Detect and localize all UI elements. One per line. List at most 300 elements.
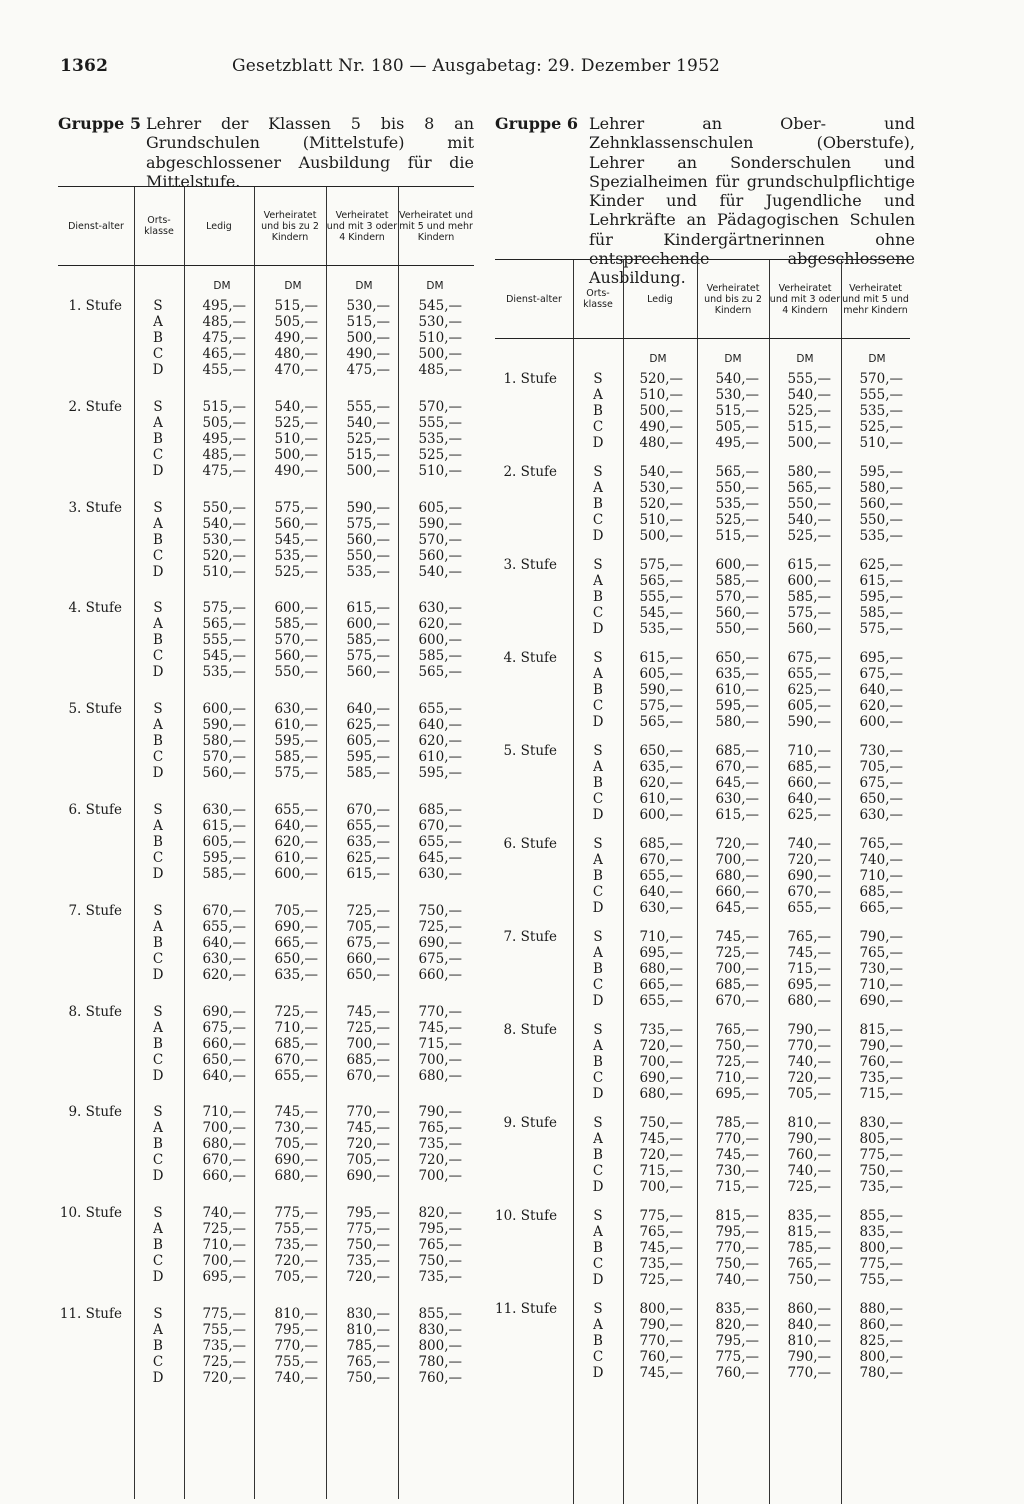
salary-cell: 670,— (202, 1152, 246, 1169)
salary-cell: 800,— (418, 1337, 462, 1354)
salary-cells (338, 701, 390, 781)
salary-cells (198, 1104, 246, 1184)
currency-row (58, 266, 474, 298)
ortsklasse-cells (575, 836, 621, 916)
salary-cells (338, 298, 390, 378)
salary-cell: 755,— (202, 1321, 246, 1338)
ortsklasse-cell: S (153, 1104, 163, 1121)
ortsklasse-cell: C (592, 419, 604, 435)
salary-cell: 680,— (715, 868, 759, 884)
group-label: Gruppe 6 (495, 114, 578, 133)
salary-cell: 630,— (639, 900, 683, 916)
salary-cell: 730,— (859, 743, 903, 759)
salary-cell: 530,— (202, 531, 246, 548)
ortsklasse-cell: C (592, 1349, 604, 1365)
salary-cell: 780,— (859, 1365, 903, 1381)
salary-cell: 625,— (346, 849, 390, 866)
ortsklasse-cell: A (153, 515, 163, 532)
salary-cell: 510,— (639, 387, 683, 403)
ortsklasse-cell: A (153, 717, 163, 734)
salary-cell: 820,— (418, 1205, 462, 1222)
salary-cell: 635,— (274, 966, 318, 983)
salary-cell: 575,— (859, 621, 903, 637)
salary-cell: 730,— (859, 961, 903, 977)
salary-cell: 660,— (418, 966, 462, 983)
salary-cell: 735,— (202, 1337, 246, 1354)
salary-cell: 680,— (274, 1168, 318, 1185)
salary-cell: 570,— (418, 398, 462, 415)
salary-cell: 880,— (859, 1301, 903, 1317)
salary-cell: 690,— (418, 934, 462, 951)
salary-cell: 545,— (202, 648, 246, 665)
salary-cells (338, 1205, 390, 1285)
salary-cell: 695,— (787, 977, 831, 993)
salary-cells (198, 903, 246, 983)
ortsklasse-cells (136, 1205, 180, 1285)
salary-cell: 590,— (787, 714, 831, 730)
salary-cell: 690,— (274, 918, 318, 935)
ortsklasse-cell: D (152, 1269, 164, 1286)
salary-cell: 560,— (787, 621, 831, 637)
stufe-block (58, 399, 474, 500)
ortsklasse-cell: D (592, 435, 604, 451)
salary-cell: 720,— (274, 1253, 318, 1270)
ortsklasse-cell: S (153, 1003, 163, 1020)
salary-cell: 695,— (639, 945, 683, 961)
salary-cell: 640,— (202, 934, 246, 951)
salary-cell: 745,— (787, 945, 831, 961)
col-header-ledig: Ledig (647, 293, 673, 305)
salary-cell: 560,— (274, 648, 318, 665)
salary-cells (851, 371, 903, 451)
ortsklasse-cell: B (153, 1337, 163, 1354)
salary-cell: 550,— (715, 480, 759, 496)
salary-cell: 585,— (859, 605, 903, 621)
salary-cell: 700,— (715, 852, 759, 868)
ortsklasse-cell: C (152, 648, 164, 665)
salary-cell: 675,— (346, 934, 390, 951)
salary-cell: 725,— (639, 1272, 683, 1288)
ortsklasse-cell: S (153, 1305, 163, 1322)
salary-cell: 505,— (715, 419, 759, 435)
salary-cell: 485,— (202, 446, 246, 463)
salary-cell: 510,— (202, 563, 246, 580)
salary-cell: 685,— (274, 1035, 318, 1052)
ortsklasse-cell: C (592, 605, 604, 621)
salary-cell: 630,— (202, 801, 246, 818)
salary-cell: 695,— (715, 1086, 759, 1102)
salary-cell: 790,— (787, 1022, 831, 1038)
salary-cell: 680,— (202, 1136, 246, 1153)
salary-cell: 705,— (274, 902, 318, 919)
stufe-label: 3. Stufe (68, 499, 122, 516)
salary-cell: 750,— (418, 1253, 462, 1270)
salary-cell: 680,— (639, 1086, 683, 1102)
salary-cell: 755,— (274, 1353, 318, 1370)
salary-cell: 750,— (418, 902, 462, 919)
salary-cell: 575,— (639, 698, 683, 714)
salary-cells (633, 371, 683, 451)
salary-cells (707, 1022, 759, 1102)
salary-cell: 720,— (787, 1070, 831, 1086)
stufe-label: 9. Stufe (503, 1115, 557, 1131)
col-header-ortsklasse: Orts-klasse (144, 215, 174, 237)
salary-cell: 495,— (202, 430, 246, 447)
ortsklasse-cell: C (152, 849, 164, 866)
salary-cells (779, 836, 831, 916)
salary-cell: 770,— (346, 1104, 390, 1121)
salary-cell: 565,— (418, 664, 462, 681)
salary-cells (408, 701, 462, 781)
salary-cells (851, 464, 903, 544)
salary-cell: 565,— (202, 616, 246, 633)
salary-cell: 795,— (715, 1333, 759, 1349)
salary-cell: 675,— (202, 1019, 246, 1036)
ortsklasse-cell: C (152, 749, 164, 766)
salary-cell: 625,— (346, 717, 390, 734)
salary-cell: 840,— (787, 1317, 831, 1333)
salary-cell: 750,— (639, 1115, 683, 1131)
salary-cell: 660,— (202, 1035, 246, 1052)
gazette-title: Gesetzblatt Nr. 180 — Ausgabetag: 29. Dezember 1952 (232, 56, 721, 76)
salary-cell: 550,— (859, 512, 903, 528)
salary-cell: 755,— (859, 1272, 903, 1288)
salary-cell: 595,— (859, 464, 903, 480)
col-header-ortsklasse: Orts-klasse (583, 288, 613, 310)
stufe-block (58, 802, 474, 903)
salary-cells (633, 650, 683, 730)
stufe-label: 6. Stufe (68, 801, 122, 818)
salary-cell: 510,— (639, 512, 683, 528)
ortsklasse-cell: B (153, 934, 163, 951)
salary-cell: 860,— (787, 1301, 831, 1317)
ortsklasse-cell: D (152, 1369, 164, 1386)
salary-cell: 730,— (715, 1163, 759, 1179)
salary-cell: 570,— (274, 632, 318, 649)
salary-cell: 585,— (787, 589, 831, 605)
salary-cell: 625,— (787, 807, 831, 823)
salary-cell: 665,— (274, 934, 318, 951)
stufe-block (58, 298, 474, 399)
salary-cell: 630,— (274, 701, 318, 718)
salary-cell: 815,— (859, 1022, 903, 1038)
salary-cells (779, 1301, 831, 1381)
table-header (58, 187, 474, 266)
salary-cells (633, 1022, 683, 1102)
salary-cell: 765,— (418, 1237, 462, 1254)
ortsklasse-cell: D (592, 1365, 604, 1381)
ortsklasse-cell: S (153, 298, 163, 314)
salary-cell: 785,— (715, 1115, 759, 1131)
stufe-label: 2. Stufe (503, 464, 557, 480)
salary-cell: 700,— (639, 1054, 683, 1070)
ortsklasse-cell: S (593, 1022, 603, 1038)
salary-cells (338, 1306, 390, 1386)
salary-cell: 620,— (202, 966, 246, 983)
salary-cell: 735,— (274, 1237, 318, 1254)
ortsklasse-cell: A (153, 314, 163, 330)
ortsklasse-cell: B (153, 733, 163, 750)
stufe-label: 5. Stufe (503, 743, 557, 759)
salary-cell: 685,— (346, 1051, 390, 1068)
salary-cell: 795,— (418, 1221, 462, 1238)
salary-cell: 665,— (859, 900, 903, 916)
salary-cell: 555,— (859, 387, 903, 403)
salary-cell: 560,— (715, 605, 759, 621)
ortsklasse-cell: D (592, 993, 604, 1009)
salary-cell: 580,— (859, 480, 903, 496)
ortsklasse-cell: D (152, 362, 164, 378)
salary-cell: 650,— (346, 966, 390, 983)
salary-cell: 835,— (787, 1208, 831, 1224)
salary-cell: 710,— (202, 1104, 246, 1121)
salary-cell: 500,— (346, 462, 390, 479)
ortsklasse-cell: A (593, 387, 603, 403)
salary-cells (707, 650, 759, 730)
ortsklasse-cells (575, 1115, 621, 1195)
salary-cell: 655,— (202, 918, 246, 935)
salary-cells (408, 903, 462, 983)
ortsklasse-cell: B (153, 330, 163, 346)
salary-cell: 600,— (418, 632, 462, 649)
salary-cell: 775,— (859, 1147, 903, 1163)
salary-cell: 515,— (787, 419, 831, 435)
salary-cell: 765,— (859, 945, 903, 961)
salary-cell: 855,— (418, 1305, 462, 1322)
salary-cell: 660,— (715, 884, 759, 900)
ortsklasse-cell: S (153, 398, 163, 415)
salary-cell: 675,— (859, 775, 903, 791)
salary-cell: 500,— (418, 346, 462, 362)
salary-cells (707, 1301, 759, 1381)
salary-cell: 790,— (859, 929, 903, 945)
salary-cell: 720,— (639, 1038, 683, 1054)
salary-cell: 615,— (715, 807, 759, 823)
salary-cell: 630,— (715, 791, 759, 807)
ortsklasse-cell: S (593, 1208, 603, 1224)
stufe-block (58, 1004, 474, 1105)
salary-cell: 855,— (859, 1208, 903, 1224)
stufe-label: 1. Stufe (68, 298, 122, 314)
stufen-list (495, 371, 910, 1394)
salary-cell: 725,— (202, 1221, 246, 1238)
salary-cell: 650,— (715, 650, 759, 666)
salary-cell: 750,— (715, 1038, 759, 1054)
ortsklasse-cell: B (153, 1136, 163, 1153)
salary-cell: 695,— (859, 650, 903, 666)
salary-cell: 720,— (715, 836, 759, 852)
ortsklasse-cell: S (593, 371, 603, 387)
salary-cell: 630,— (418, 600, 462, 617)
stufe-block (495, 371, 910, 464)
salary-cell: 725,— (715, 945, 759, 961)
salary-cell: 600,— (202, 701, 246, 718)
salary-cell: 685,— (787, 759, 831, 775)
stufe-block (495, 1115, 910, 1208)
ortsklasse-cell: B (153, 833, 163, 850)
col-header-dienstalter: Dienst-alter (68, 220, 124, 232)
salary-cell: 715,— (418, 1035, 462, 1052)
salary-cell: 810,— (346, 1321, 390, 1338)
ortsklasse-cell: C (592, 1070, 604, 1086)
salary-cell: 560,— (202, 765, 246, 782)
stufe-label: 1. Stufe (503, 371, 557, 387)
salary-cell: 595,— (274, 733, 318, 750)
salary-cells (338, 903, 390, 983)
ortsklasse-cell: C (592, 698, 604, 714)
salary-cell: 580,— (202, 733, 246, 750)
salary-cell: 630,— (859, 807, 903, 823)
salary-cell: 530,— (715, 387, 759, 403)
salary-cells (198, 1306, 246, 1386)
stufe-label: 6. Stufe (503, 836, 557, 852)
salary-cells (338, 399, 390, 479)
salary-cells (633, 929, 683, 1009)
salary-cell: 525,— (274, 414, 318, 431)
salary-cell: 775,— (202, 1305, 246, 1322)
salary-cell: 605,— (418, 499, 462, 516)
salary-cell: 715,— (639, 1163, 683, 1179)
salary-cell: 775,— (859, 1256, 903, 1272)
ortsklasse-cells (575, 650, 621, 730)
salary-cell: 500,— (346, 330, 390, 346)
salary-cell: 595,— (418, 765, 462, 782)
salary-cell: 560,— (274, 515, 318, 532)
ortsklasse-cell: S (153, 600, 163, 617)
salary-cell: 750,— (346, 1237, 390, 1254)
salary-cell: 710,— (274, 1019, 318, 1036)
salary-cell: 765,— (787, 929, 831, 945)
ortsklasse-cells (575, 1022, 621, 1102)
salary-cell: 490,— (274, 330, 318, 346)
ortsklasse-cell: C (592, 1256, 604, 1272)
salary-cell: 500,— (639, 528, 683, 544)
salary-cell: 735,— (639, 1022, 683, 1038)
ortsklasse-cell: S (593, 1301, 603, 1317)
salary-cell: 610,— (274, 717, 318, 734)
salary-cells (851, 743, 903, 823)
salary-cell: 600,— (715, 557, 759, 573)
stufe-block (495, 929, 910, 1022)
salary-cell: 565,— (787, 480, 831, 496)
salary-cell: 745,— (639, 1131, 683, 1147)
salary-cell: 535,— (639, 621, 683, 637)
salary-cell: 670,— (639, 852, 683, 868)
salary-cell: 740,— (715, 1272, 759, 1288)
salary-cell: 755,— (274, 1221, 318, 1238)
salary-cell: 455,— (202, 362, 246, 378)
col-header-verheiratet-2: Verheiratet und bis zu 2 Kindern (261, 209, 319, 243)
salary-cell: 775,— (639, 1208, 683, 1224)
salary-cell: 725,— (346, 902, 390, 919)
salary-cells (707, 743, 759, 823)
salary-cell: 740,— (787, 836, 831, 852)
ortsklasse-cell: D (592, 1086, 604, 1102)
salary-cell: 615,— (787, 557, 831, 573)
salary-cell: 570,— (859, 371, 903, 387)
salary-cell: 520,— (639, 496, 683, 512)
salary-cells (707, 1115, 759, 1195)
salary-cell: 715,— (859, 1086, 903, 1102)
salary-cell: 555,— (639, 589, 683, 605)
salary-cell: 720,— (418, 1152, 462, 1169)
currency-label: DM (724, 353, 742, 365)
salary-cells (338, 802, 390, 882)
salary-cell: 770,— (715, 1240, 759, 1256)
ortsklasse-cell: A (593, 1131, 603, 1147)
salary-cell: 670,— (715, 993, 759, 1009)
salary-cells (198, 600, 246, 680)
salary-cell: 650,— (202, 1051, 246, 1068)
salary-cell: 540,— (787, 512, 831, 528)
salary-cell: 615,— (346, 600, 390, 617)
salary-cell: 535,— (715, 496, 759, 512)
salary-cell: 615,— (859, 573, 903, 589)
salary-cell: 575,— (346, 515, 390, 532)
salary-cell: 570,— (202, 749, 246, 766)
stufe-block (58, 600, 474, 701)
salary-cell: 715,— (715, 1179, 759, 1195)
salary-cell: 670,— (418, 817, 462, 834)
salary-cell: 690,— (202, 1003, 246, 1020)
ortsklasse-cell: B (593, 496, 603, 512)
ortsklasse-cell: C (152, 346, 164, 362)
salary-cell: 510,— (859, 435, 903, 451)
salary-cell: 765,— (418, 1120, 462, 1137)
salary-cell: 745,— (418, 1019, 462, 1036)
salary-cell: 645,— (715, 775, 759, 791)
salary-cell: 505,— (274, 314, 318, 330)
salary-cell: 565,— (715, 464, 759, 480)
salary-cells (633, 464, 683, 544)
salary-cell: 540,— (715, 371, 759, 387)
salary-cell: 825,— (859, 1333, 903, 1349)
salary-cell: 765,— (346, 1353, 390, 1370)
salary-cell: 490,— (346, 346, 390, 362)
salary-cell: 735,— (859, 1179, 903, 1195)
salary-cell: 750,— (715, 1256, 759, 1272)
stufe-label: 10. Stufe (59, 1205, 122, 1222)
salary-cells (779, 371, 831, 451)
salary-cell: 585,— (715, 573, 759, 589)
salary-cell: 525,— (859, 419, 903, 435)
salary-cell: 590,— (346, 499, 390, 516)
salary-cell: 775,— (715, 1349, 759, 1365)
ortsklasse-cell: B (153, 531, 163, 548)
salary-cells (198, 298, 246, 378)
salary-cells (268, 903, 318, 983)
salary-cell: 725,— (346, 1019, 390, 1036)
salary-cell: 760,— (418, 1369, 462, 1386)
salary-cell: 690,— (639, 1070, 683, 1086)
col-header-dienstalter: Dienst-alter (506, 293, 562, 305)
currency-label: DM (426, 280, 444, 292)
salary-cell: 535,— (859, 528, 903, 544)
salary-cell: 600,— (639, 807, 683, 823)
ortsklasse-cell: C (592, 1163, 604, 1179)
salary-cells (633, 1115, 683, 1195)
stufe-label: 11. Stufe (59, 1305, 122, 1322)
salary-cell: 640,— (274, 817, 318, 834)
salary-cell: 550,— (202, 499, 246, 516)
salary-cells (338, 1004, 390, 1084)
salary-cell: 695,— (202, 1269, 246, 1286)
ortsklasse-cell: C (592, 791, 604, 807)
salary-cell: 655,— (418, 833, 462, 850)
salary-cell: 650,— (639, 743, 683, 759)
salary-cell: 560,— (346, 531, 390, 548)
salary-cell: 510,— (274, 430, 318, 447)
